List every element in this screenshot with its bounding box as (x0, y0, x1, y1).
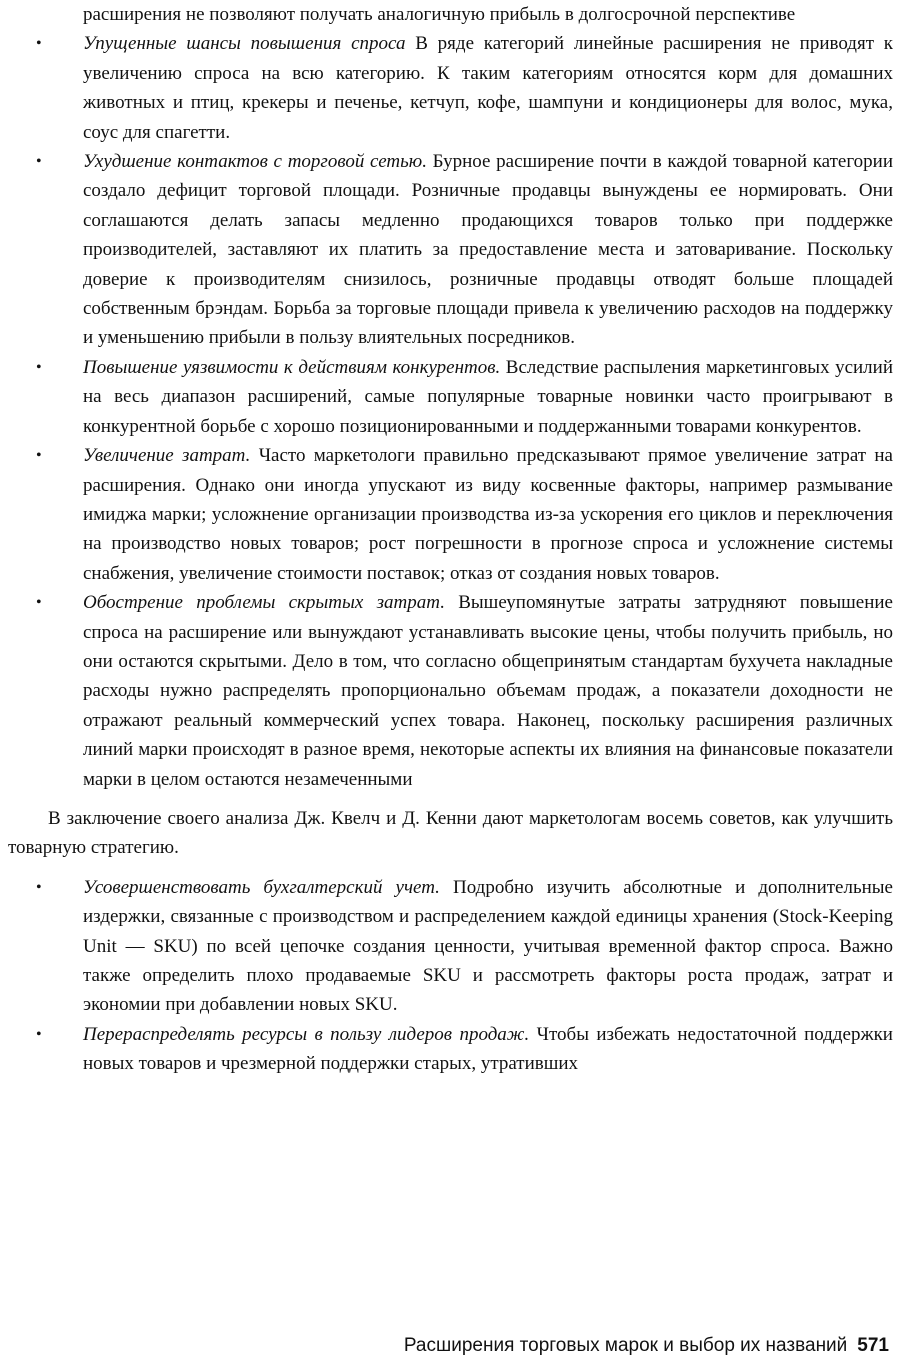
bullet-term: Упущенные шансы повышения спроса (83, 33, 406, 55)
bullet-term: Усовершенствовать бухгалтерский учет. (83, 876, 440, 898)
bullet-item (8, 1020, 893, 1079)
conclusion-paragraph: В заключение своего анализа Дж. Квелч и Д. Кенни дают маркетологам восемь советов, как улучшить товарную стратегию. (8, 807, 893, 859)
bullet-text: Часто маркетологи правильно предсказывают прямое увеличение затрат на расширения. Однако они иногда упускают из виду косвенные факторы, например размывание имиджа марки; усложнение организации производства из-за ускорения его циклов и переключения на производство новых товаров; рост погрешности в прогнозе спроса и усложнение системы снабжения, увеличение стоимости поставок; отказ от создания новых товаров. (83, 445, 893, 584)
bullet-marker: • (36, 1025, 42, 1043)
bullet-text: Вследствие распыления маркетинговых усилий на весь диапазон расширений, самые популярные товарные новинки часто проигрывают в конкурентной борьбе с хорошо позиционированными и поддержанными товарами конкурентов. (83, 356, 894, 437)
bullet-item (8, 353, 893, 441)
bullet-text: Вышеупомянутые затраты затрудняют повышение спроса на расширение или вынуждают устанавливать высокие цены, чтобы получить прибыль, но они остаются скрытыми. Дело в том, что согласно общепринятым стандартам бухучета накладные расходы нужно распределять пропорционально объемам продаж, а показатели доходности не отражают реальный коммерческий успех товара. Наконец, поскольку расширения различных линий марки происходят в разное время, некоторые аспекты их влияния на финансовые показатели марки в целом остаются незамеченными (83, 592, 893, 790)
bullet-text: В ряде категорий линейные расширения не приводят к увеличению спроса на всю категорию. К таким категориям относятся корм для домашних животных и птиц, крекеры и печенье, кетчуп, кофе, шампуни и кондиционеры для волос, мука, соус для спагетти. (83, 33, 894, 143)
bullet-marker: • (36, 594, 42, 612)
page-footer (404, 1334, 889, 1358)
bullet-text: Подробно изучить абсолютные и дополнительные издержки, связанные с производством и распределением каждой единицы хранения (Stock-Keeping Unit — SKU) по всей цепочке создания ценности, учитывая временной фактор спроса. Важно также определить плохо продаваемые SKU и рассмотреть факторы роста продаж, затрат и экономии при добавлении новых SKU. (83, 876, 893, 1016)
page-body (8, 0, 893, 1079)
bullet-term: Увеличение затрат. (83, 445, 251, 467)
bullet-term: Ухудшение контактов с торговой сетью. (83, 151, 427, 173)
bullet-text: Бурное расширение почти в каждой товарной категории создало дефицит торговой площади. Розничные продавцы вынуждены ее нормировать. Они соглашаются делать запасы медленно продающихся товаров только при поддержке производителей, заставляют их платить за предоставление места и затоваривание. Поскольку доверие к производителям снизилось, розничные продавцы отводят больше площадей собственным брэндам. Борьба за торговые площади привела к увеличению расходов на поддержку и уменьшению прибыли в пользу влиятельных посредников. (83, 151, 893, 349)
bullet-item (8, 147, 893, 353)
bullet-term: Повышение уязвимости к действиям конкурентов. (83, 356, 501, 378)
bullet-item (8, 29, 893, 147)
bullet-term: Обострение проблемы скрытых затрат. (83, 592, 445, 614)
bullet-term: Перераспределять ресурсы в пользу лидеров продаж. (83, 1023, 530, 1045)
bullet-item (8, 588, 893, 794)
bullet-item (8, 873, 893, 1020)
bullet-marker: • (36, 447, 42, 465)
bullet-item (8, 441, 893, 588)
bullet-marker: • (36, 153, 42, 171)
running-title: Расширения торговых марок и выбор их названий (403, 1335, 848, 1356)
continuation-text: расширения не позволяют получать аналогичную прибыль в долгосрочной перспективе (83, 4, 796, 25)
page-number: 571 (857, 1335, 889, 1356)
bullet-marker: • (36, 878, 42, 896)
bullet-marker: • (36, 358, 42, 376)
bullet-marker: • (36, 35, 42, 53)
bullet-text: Чтобы избежать недостаточной поддержки новых товаров и чрезмерной поддержки старых, утративших (83, 1023, 893, 1075)
